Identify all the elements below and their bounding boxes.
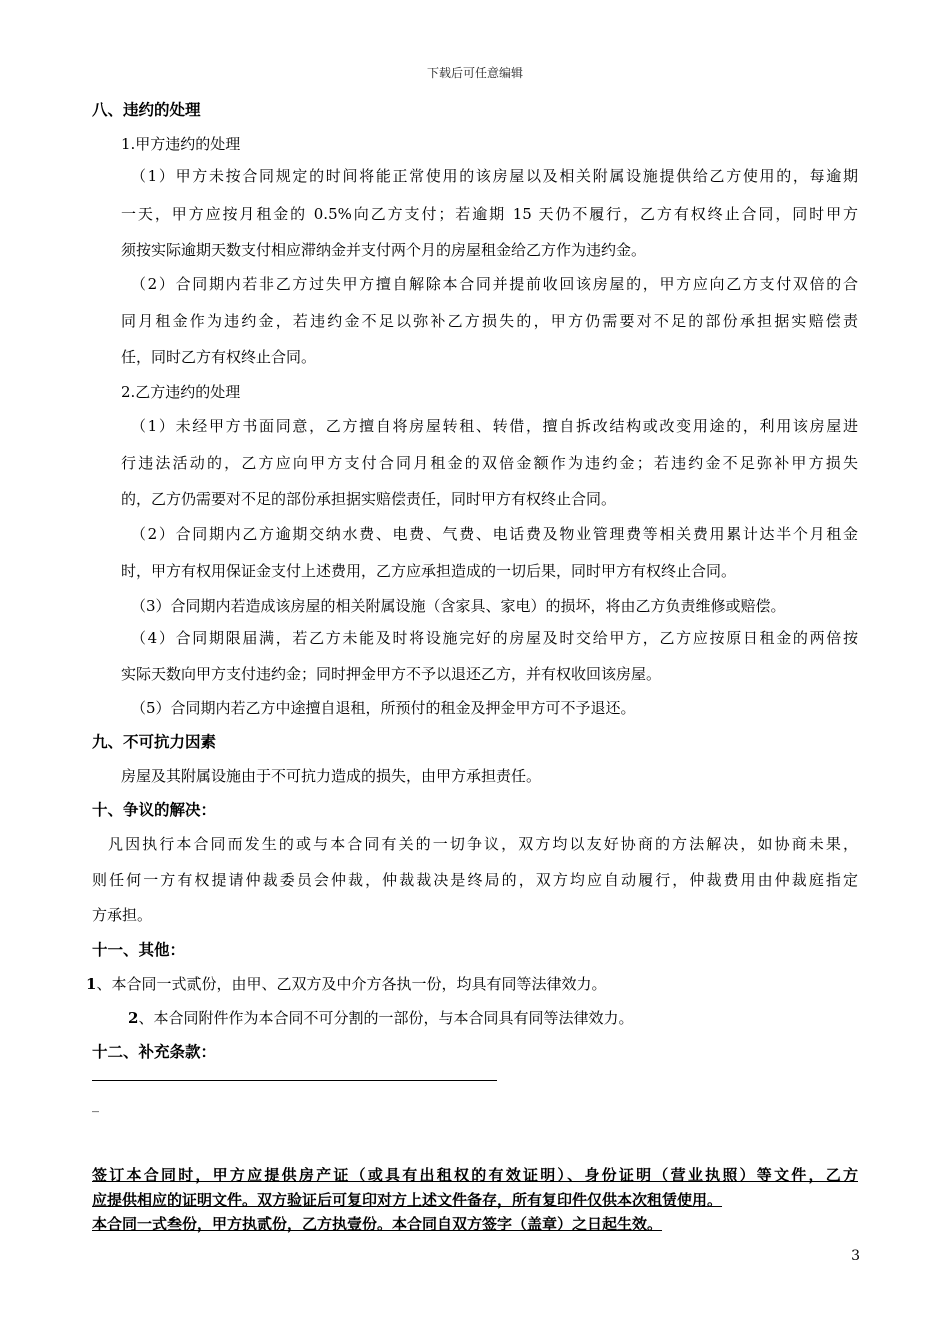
paragraph-line: 行违法活动的，乙方应向甲方支付合同月租金的双倍金额作为违约金；若违约金不足弥补甲方损失	[121, 454, 858, 472]
paragraph-line: 方承担。	[92, 906, 153, 924]
blank-fill-line	[92, 1080, 497, 1081]
paragraph-line: 任，同时乙方有权终止合同。	[121, 348, 317, 366]
paragraph-line: （1）未经甲方书面同意，乙方擅自将房屋转租、转借，擅自拆改结构或改变用途的，利用该房屋进	[131, 417, 858, 435]
page-number: 3	[851, 1248, 860, 1264]
section-12-title: 十二、补充条款：	[92, 1042, 217, 1061]
paragraph-line: 的，乙方仍需要对不足的部份承担据实赔偿责任，同时甲方有权终止合同。	[121, 490, 617, 508]
paragraph-line: （5）合同期内若乙方中途擅自退租，所预付的租金及押金甲方可不予退还。	[131, 699, 636, 717]
section-8-part-b-title: 2.乙方违约的处理	[121, 383, 241, 401]
paragraph-line: （3）合同期内若造成该房屋的相关附属设施（含家具、家电）的损坏，将由乙方负责维修或赔偿。	[131, 597, 786, 615]
paragraph-line: 实际天数向甲方支付违约金；同时押金甲方不予以退还乙方，并有权收回该房屋。	[121, 665, 662, 683]
supplementary-note-line: 本合同一式叁份，甲方执贰份，乙方执壹份。本合同自双方签字（盖章）之日起生效。	[92, 1215, 663, 1233]
paragraph-line: 须按实际逾期天数支付相应滞纳金并支付两个月的房屋租金给乙方作为违约金。	[121, 241, 647, 259]
section-10-title: 十、争议的解决：	[92, 800, 217, 819]
supplementary-note-line: 签订本合同时，甲方应提供房产证（或具有出租权的有效证明）、身份证明（营业执照）等文件，乙方	[92, 1166, 858, 1184]
list-item-text: 、本合同一式贰份，由甲、乙双方及中介方各执一份，均具有同等法律效力。	[96, 975, 607, 993]
section-8-title: 八、违约的处理	[92, 100, 201, 119]
section-8-part-a-title: 1.甲方违约的处理	[121, 135, 241, 153]
paragraph-line: （4）合同期限届满，若乙方未能及时将设施完好的房屋及时交给甲方，乙方应按原日租金的两倍按	[131, 629, 858, 647]
list-item	[128, 1008, 633, 1028]
list-item-text: 、本合同附件作为本合同不可分割的一部份，与本合同具有同等法律效力。	[138, 1009, 634, 1027]
paragraph-line: 则任何一方有权提请仲裁委员会仲裁，仲裁裁决是终局的，双方均应自动履行，仲裁费用由仲裁庭指定	[92, 871, 858, 889]
paragraph-line: （2）合同期内乙方逾期交纳水费、电费、气费、电话费及物业管理费等相关费用累计达半个月租金	[131, 525, 858, 543]
paragraph-line: 一天，甲方应按月租金的 0.5%向乙方支付；若逾期 15 天仍不履行，乙方有权终止合同，同时甲方	[121, 205, 858, 223]
list-item	[86, 974, 606, 994]
paragraph-line: 同月租金作为违约金，若违约金不足以弥补乙方损失的，甲方仍需要对不足的部份承担据实赔偿责	[121, 312, 858, 330]
paragraph-line: （1）甲方未按合同规定的时间将能正常使用的该房屋以及相关附属设施提供给乙方使用的，每逾期	[131, 167, 858, 185]
blank-dash: _	[92, 1097, 99, 1113]
list-item-number: 1	[86, 975, 97, 993]
header-note: 下载后可任意编辑	[426, 66, 523, 80]
section-11-title: 十一、其他：	[92, 940, 186, 959]
paragraph-line: 凡因执行本合同而发生的或与本合同有关的一切争议，双方均以友好协商的方法解决，如协商未果，	[108, 835, 858, 853]
supplementary-note-line: 应提供相应的证明文件。双方验证后可复印对方上述文件备存，所有复印件仅供本次租赁使用。	[92, 1191, 723, 1209]
paragraph-line: （2）合同期内若非乙方过失甲方擅自解除本合同并提前收回该房屋的，甲方应向乙方支付双倍的合	[131, 275, 858, 293]
list-item-number: 2	[128, 1009, 139, 1027]
paragraph-line: 时，甲方有权用保证金支付上述费用，乙方应承担造成的一切后果，同时甲方有权终止合同。	[121, 562, 737, 580]
section-9-title: 九、不可抗力因素	[92, 732, 217, 751]
paragraph-line: 房屋及其附属设施由于不可抗力造成的损失，由甲方承担责任。	[121, 767, 542, 785]
